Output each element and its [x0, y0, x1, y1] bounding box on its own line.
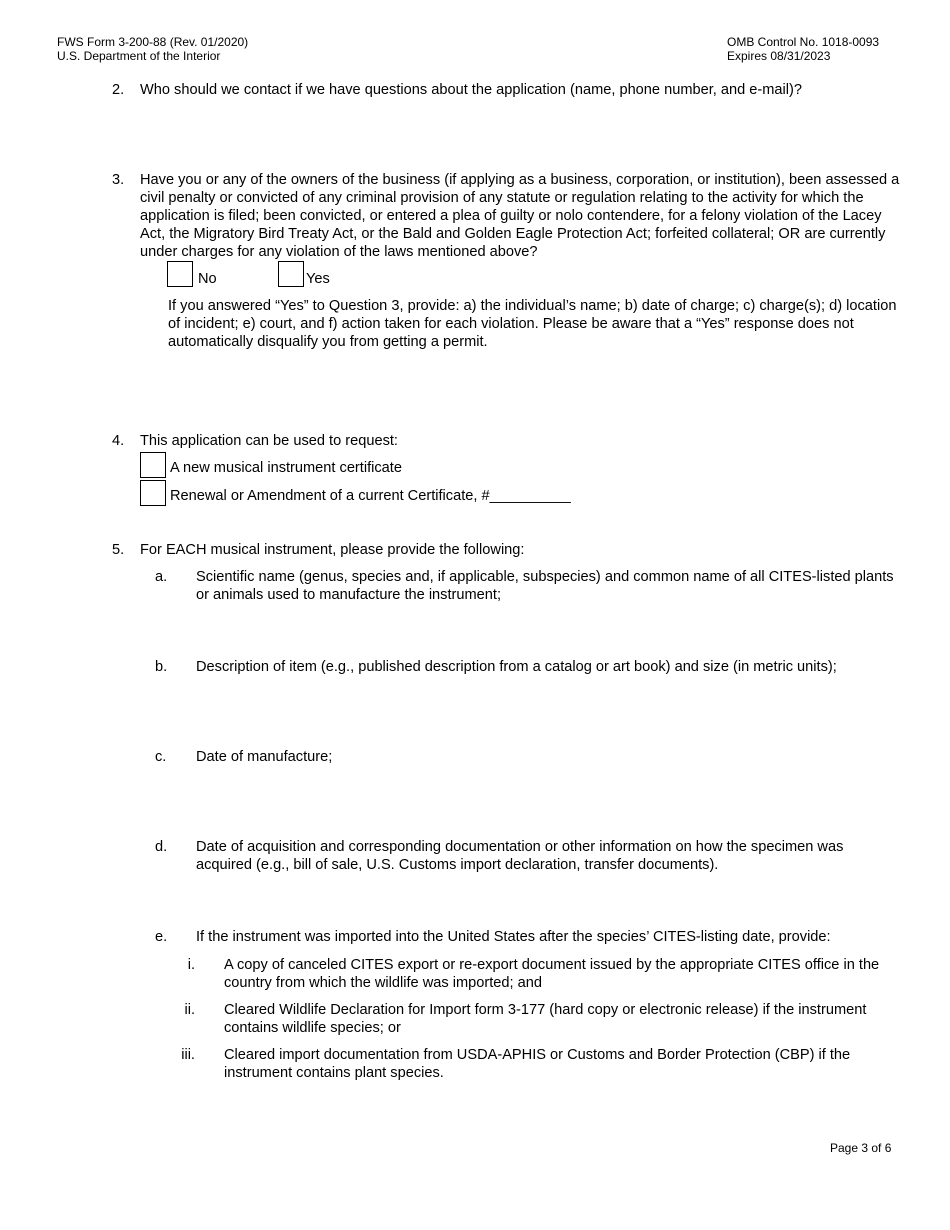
checkbox-yes[interactable] [278, 261, 304, 287]
item-text: Scientific name (genus, species and, if applicable, subspecies) and common name of all CITES-listed plants or animals used to manufacture the instrument; [196, 569, 894, 603]
item-text: Date of manufacture; [196, 749, 333, 765]
form-number: FWS Form 3-200-88 (Rev. 01/2020) [57, 35, 249, 49]
page-number: Page 3 of 6 [830, 1141, 892, 1155]
question-text: This application can be used to request: [140, 433, 398, 449]
omb-control: OMB Control No. 1018-0093 [727, 35, 880, 49]
checkbox-renewal-label: Renewal or Amendment of a current Certificate, #__________ [170, 488, 571, 504]
header-left [57, 35, 248, 63]
header-right [727, 35, 879, 63]
expiration-date: Expires 08/31/2023 [727, 49, 831, 63]
question-number: 2. [112, 82, 125, 98]
checkbox-renewal[interactable] [140, 480, 166, 506]
checkbox-no[interactable] [167, 261, 193, 287]
subitem-numeral: i. [187, 957, 195, 973]
item-text: Date of acquisition and corresponding documentation or other information on how the specimen was acquired (e.g., bill of sale, U.S. Customs import declaration, transfer documents). [196, 839, 844, 873]
subitem-text: Cleared import documentation from USDA-APHIS or Customs and Border Protection (CBP) if the instrument contains plant species. [224, 1047, 851, 1081]
item-text: If the instrument was imported into the United States after the species’ CITES-listing date, provide: [196, 929, 831, 945]
checkbox-yes-label: Yes [306, 271, 330, 287]
checkbox-new-certificate[interactable] [140, 452, 166, 478]
question-number: 4. [112, 433, 125, 449]
item-letter: b. [155, 659, 168, 675]
checkbox-new-certificate-label: A new musical instrument certificate [170, 460, 402, 476]
subitem-text: Cleared Wildlife Declaration for Import form 3-177 (hard copy or electronic release) if the instrument contains wildlife species; or [224, 1002, 867, 1036]
department: U.S. Department of the Interior [57, 49, 221, 63]
item-letter: c. [155, 749, 167, 765]
question-text: Who should we contact if we have questions about the application (name, phone number, and e-mail)? [140, 82, 802, 98]
item-letter: e. [155, 929, 168, 945]
subitem-text: A copy of canceled CITES export or re-export document issued by the appropriate CITES office in the country from which the wildlife was imported; and [224, 957, 880, 991]
checkbox-no-label: No [198, 271, 217, 287]
question-number: 5. [112, 542, 125, 558]
subitem-numeral: iii. [181, 1047, 195, 1063]
question-text: For EACH musical instrument, please provide the following: [140, 542, 525, 558]
subitem-numeral: ii. [184, 1002, 195, 1018]
item-text: Description of item (e.g., published description from a catalog or art book) and size (in metric units); [196, 659, 837, 675]
question-number: 3. [112, 172, 125, 188]
question-text: Have you or any of the owners of the business (if applying as a business, corporation, or institution), been assessed a civil penalty or convicted of any criminal provision of any statute or regulation relating to the activity for which the application is filed; been convicted, or entered a plea of guilty or nolo contendere, for a felony violation of the Lacey Act, the Migratory Bird Treaty Act, or the Bald and Golden Eagle Protection Act; forfeited collateral; OR are currently under charges for any violation of the laws mentioned above? [140, 172, 900, 260]
item-letter: d. [155, 839, 168, 855]
item-letter: a. [155, 569, 168, 585]
question-3-followup: If you answered “Yes” to Question 3, provide: a) the individual’s name; b) date of charge; c) charge(s); d) location of incident; e) court, and f) action taken for each violation. Please be aware that a “Yes” response does not automatically disqualify you from getting a permit. [168, 298, 897, 350]
